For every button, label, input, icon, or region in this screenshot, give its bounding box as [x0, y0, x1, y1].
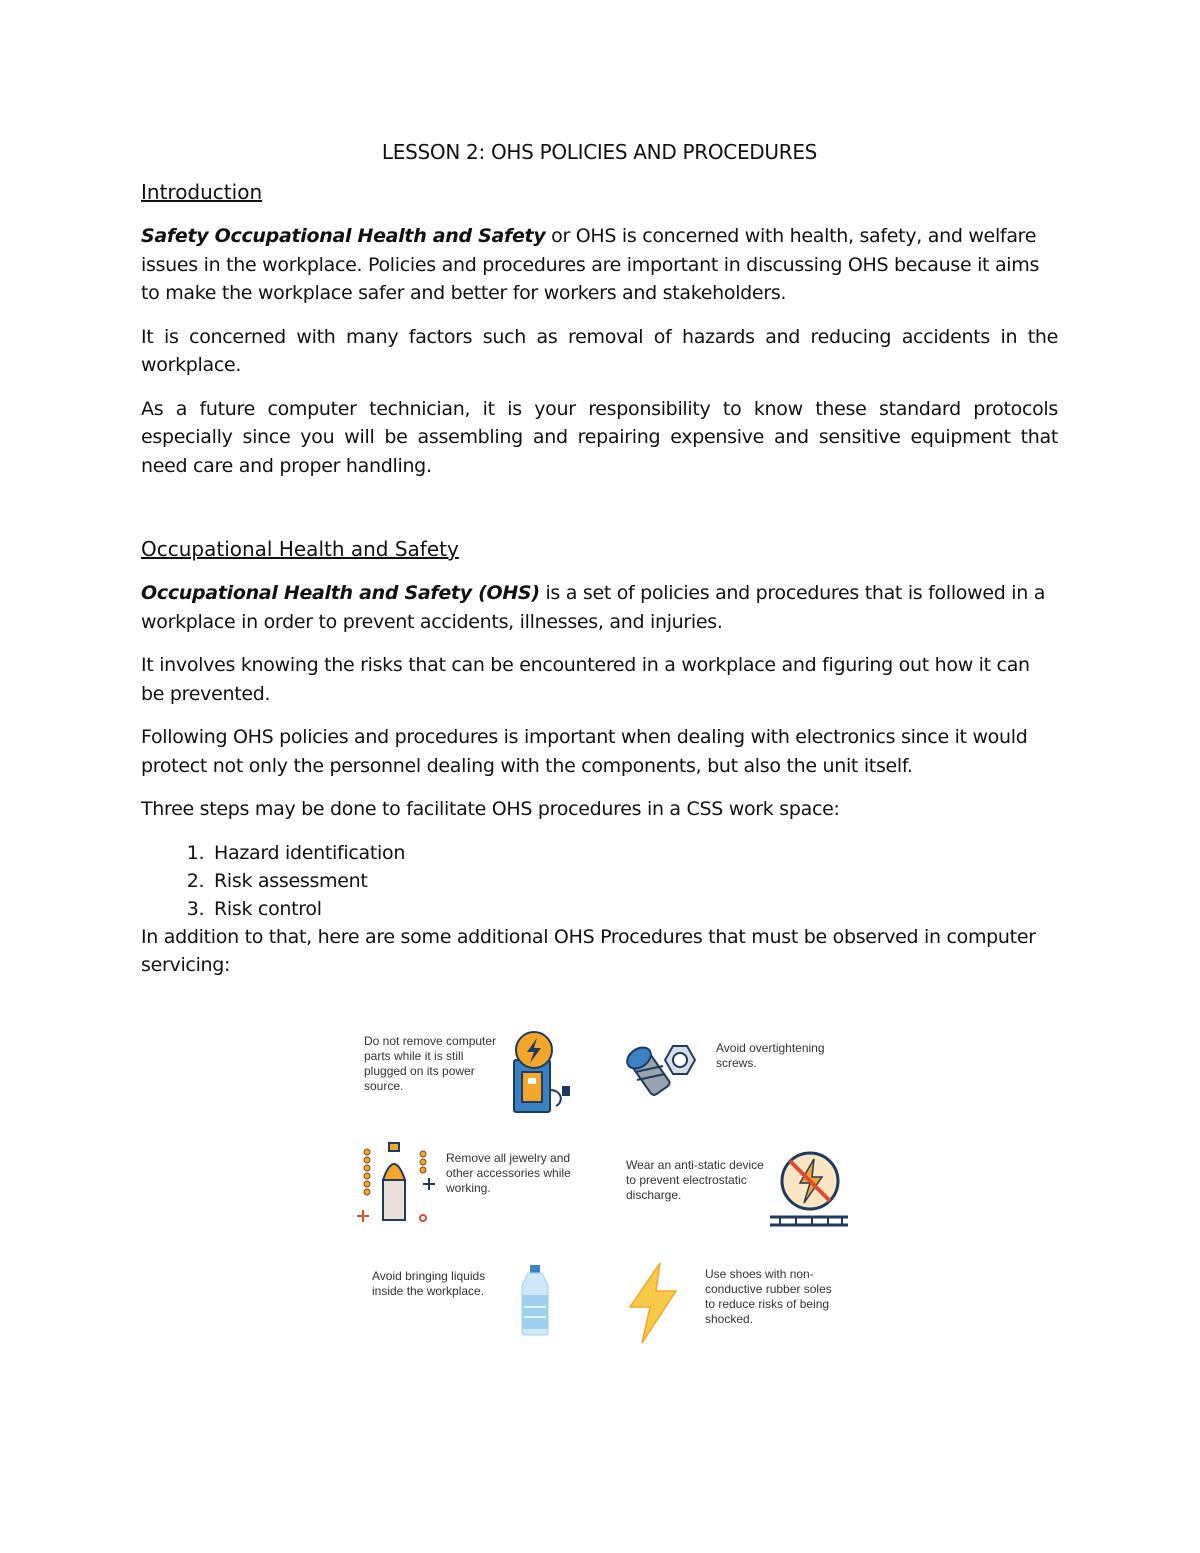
ohs-procedures-infographic — [350, 1025, 860, 1350]
procedure-text-shoes: Use shoes with non-conductive rubber soles to reduce risks of being shocked. — [705, 1267, 832, 1326]
intro-term: Safety Occupational Health and Safety — [141, 225, 546, 247]
lesson-title: LESSON 2: OHS POLICIES AND PROCEDURES — [381, 140, 818, 164]
ohs-p1-text: is a set of policies and procedures that is followed in a workplace in order to prevent accidents, illnesses, and injuries. — [141, 582, 1046, 633]
procedure-text-screws: Avoid overtightening screws. — [716, 1041, 825, 1070]
intro-paragraph-2: It is concerned with many factors such as removal of hazards and reducing accidents in the workplace. — [141, 325, 1058, 376]
list-item: 3. Risk control — [210, 895, 1058, 923]
intro-p1-text: or OHS is concerned with health, safety, and welfare issues in the workplace. Policies and procedures are important in discussing OHS because it aims to make the workplace safer and better for workers and stakeholders. — [141, 225, 1040, 304]
intro-paragraph-3: As a future computer technician, it is your responsibility to know these standard protocols especially since you will be assembling and repairing expensive and sensitive equipment that need care and proper handling. — [141, 397, 1058, 477]
anti-static-icon — [768, 1145, 850, 1229]
ohs-paragraph-2: It involves knowing the risks that can be encountered in a workplace and figuring out how it can be prevented. — [141, 654, 1030, 705]
screw-nut-icon — [625, 1038, 700, 1100]
ohs-steps-list — [141, 839, 1058, 923]
procedure-text-liquids: Avoid bringing liquids inside the workplace. — [372, 1269, 486, 1298]
procedure-text-jewelry: Remove all jewelry and other accessories while working. — [446, 1151, 571, 1195]
introduction-heading: Introduction — [141, 180, 263, 204]
power-unit-icon — [510, 1030, 576, 1115]
list-item: 2. Risk assessment — [210, 867, 1058, 895]
ohs-term: Occupational Health and Safety (OHS) — [141, 582, 540, 604]
jewelry-icon — [353, 1140, 438, 1228]
ohs-paragraph-1 — [141, 579, 1058, 636]
water-bottle-icon — [518, 1263, 552, 1337]
intro-paragraph-1 — [141, 222, 1058, 308]
lightning-bolt-icon — [626, 1261, 680, 1345]
ohs-heading: Occupational Health and Safety — [141, 537, 459, 561]
procedure-text-anti-static: Wear an anti-static device to prevent electrostatic discharge. — [626, 1158, 764, 1202]
ohs-paragraph-5: In addition to that, here are some additional OHS Procedures that must be observed in computer servicing: — [141, 925, 1036, 976]
document-body — [141, 140, 1058, 995]
procedure-text-power: Do not remove computer parts while it is still plugged on its power source. — [364, 1034, 497, 1093]
list-item: 1. Hazard identification — [210, 839, 1058, 867]
ohs-paragraph-3: Following OHS policies and procedures is important when dealing with electronics since it would protect not only the personnel dealing with the components, but also the unit itself. — [141, 726, 1028, 777]
ohs-paragraph-4: Three steps may be done to facilitate OHS procedures in a CSS work space: — [141, 798, 840, 820]
